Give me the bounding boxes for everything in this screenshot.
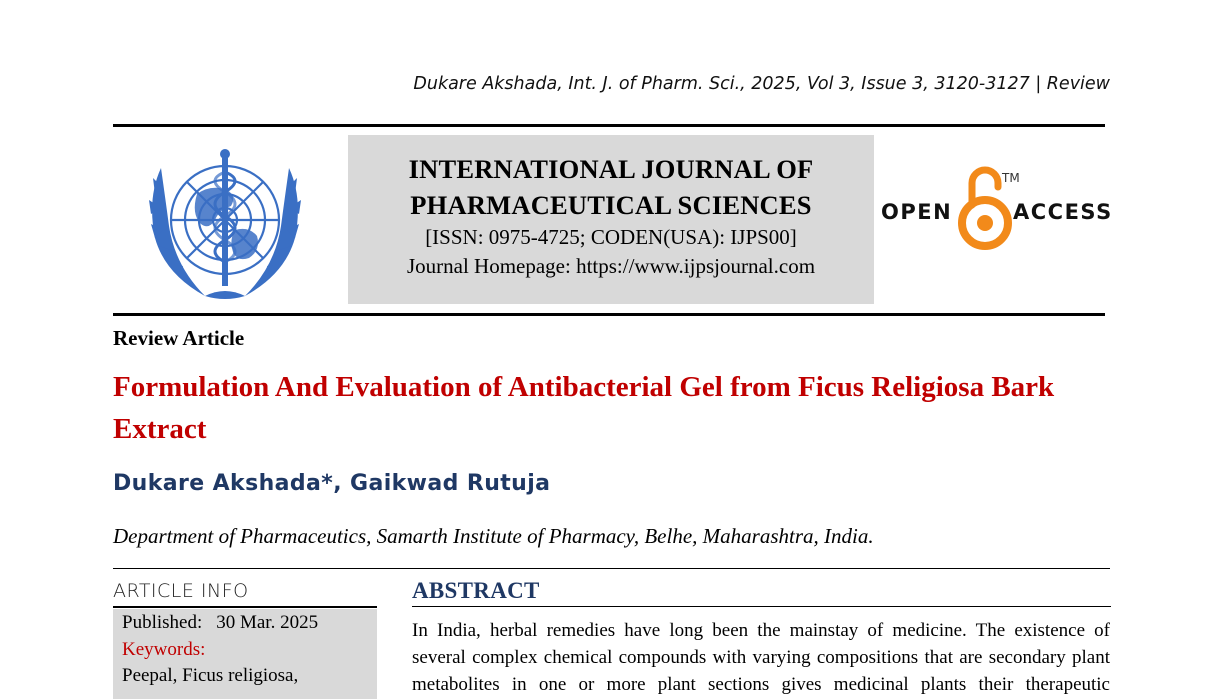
author-affiliation: Department of Pharmaceutics, Samarth Institute of Pharmacy, Belhe, Maharashtra, India. [113, 524, 874, 548]
article-info-heading: ARTICLE INFO [113, 580, 249, 602]
abstract-rule [412, 606, 1111, 607]
keywords-text: Peepal, Ficus religiosa, [122, 665, 299, 686]
header-bottom-rule [113, 313, 1105, 316]
journal-emblem-logo [127, 138, 323, 306]
article-info-rule [113, 606, 377, 608]
abstract-heading: ABSTRACT [412, 578, 540, 603]
published-row [122, 612, 318, 634]
article-authors: Dukare Akshada*, Gaikwad Rutuja [113, 471, 551, 496]
journal-title-box [348, 135, 874, 304]
journal-name-line1: INTERNATIONAL JOURNAL OF [408, 154, 814, 184]
running-header-citation: Dukare Akshada, Int. J. of Pharm. Sci., 2025, Vol 3, Issue 3, 3120-3127 | Review [413, 74, 1110, 94]
header-top-rule [113, 124, 1105, 127]
article-type-label: Review Article [113, 326, 245, 350]
abstract-text: In India, herbal remedies have long been the mainstay of medicine. The existence of several complex chemical compounds with varying compositions that are secondary plant metabolites in one or more plant sections gives medicinal plants their therapeutic [412, 620, 1110, 695]
journal-homepage: Journal Homepage: https://www.ijpsjournal.com [406, 254, 816, 278]
open-access-access-text: ACCESS [1013, 200, 1113, 224]
open-access-open-text: OPEN [881, 200, 953, 224]
trademark-mark: TM [1002, 171, 1020, 185]
article-title: Formulation And Evaluation of Antibacterial Gel from Ficus Religiosa Bark Extract [113, 371, 1055, 445]
published-label: Published: [122, 612, 203, 633]
published-date: 30 Mar. 2025 [216, 612, 319, 633]
journal-issn: [ISSN: 0975-4725; CODEN(USA): IJPS00] [425, 225, 797, 249]
journal-name-line2: PHARMACEUTICAL SCIENCES [410, 190, 812, 220]
keywords-label: Keywords: [122, 639, 206, 660]
section-divider [113, 568, 1110, 569]
